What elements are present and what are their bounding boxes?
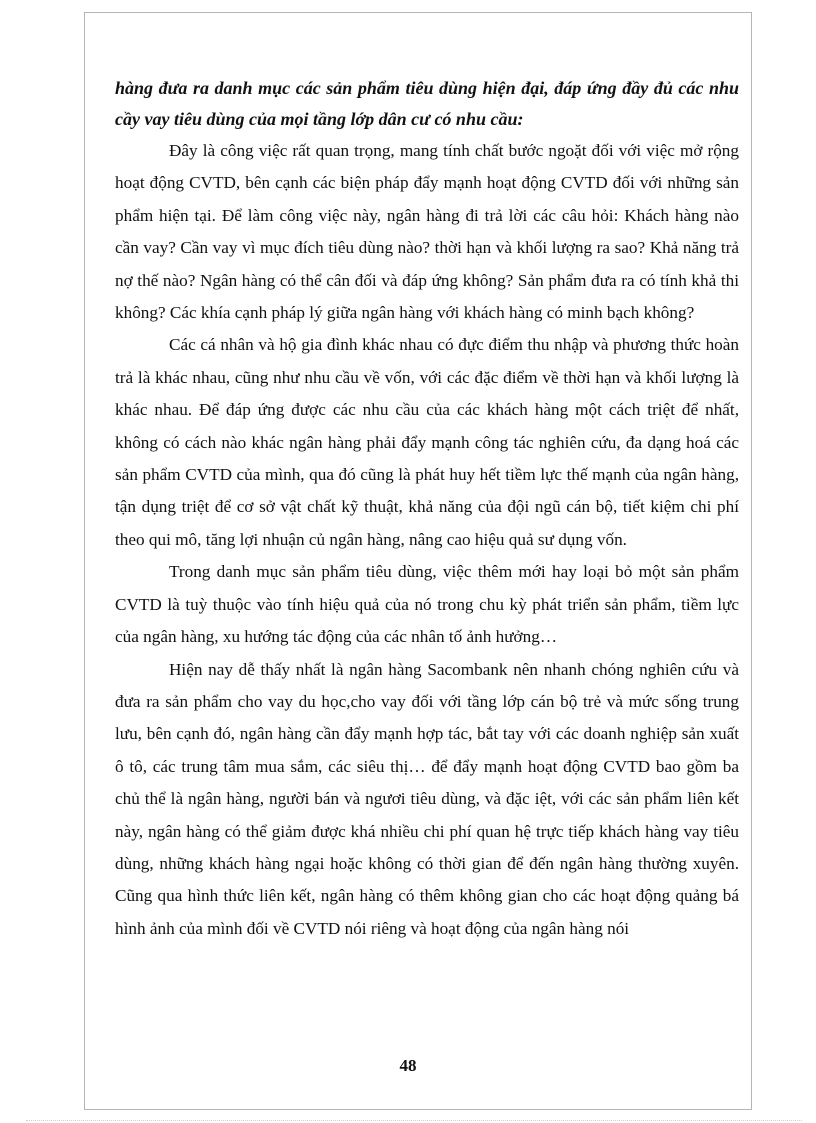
paragraph-4: Hiện nay dễ thấy nhất là ngân hàng Sacombank nên nhanh chóng nghiên cứu và đưa ra sản phẩm cho vay du học,cho vay đối với tầng lớp cán bộ trẻ và mức sống trung lưu, bên cạnh đó, ngân hàng cần đẩy mạnh hợp tác, bắt tay với các doanh nghiệp sản xuất ô tô, các trung tâm mua sắm, các siêu thị… để đẩy mạnh hoạt động CVTD bao gồm ba chủ thể là ngân hàng, người bán và ngươi tiêu dùng, và đặc iệt, với các sản phẩm liên kết này, ngân hàng có thể giảm được khá nhiều chi phí quan hệ trực tiếp khách hàng vay tiêu dùng, những khách hàng ngại hoặc không có thời gian để đến ngân hàng thường xuyên. Cũng qua hình thức liên kết, ngân hàng có thêm không gian cho các hoạt động quảng bá hình ảnh của mình đối về CVTD nói riêng và hoạt động của ngân hàng nói — [115, 659, 739, 938]
paragraph-3: Trong danh mục sản phẩm tiêu dùng, việc thêm mới hay loại bỏ một sản phẩm CVTD là tuỳ thuộc vào tính hiệu quả của nó trong chu kỳ phát triển sản phẩm, tiềm lực của ngân hàng, xu hướng tác động của các nhân tố ảnh hưởng… — [115, 562, 739, 647]
document-body — [115, 73, 739, 945]
paragraph-2: Các cá nhân và hộ gia đình khác nhau có đực điểm thu nhập và phương thức hoàn trả là khác nhau, cũng như nhu cầu về vốn, với các đặc điểm về thời hạn và khối lượng là khác nhau. Để đáp ứng được các nhu cầu của các khách hàng một cách triệt để nhất, không có cách nào khác ngân hàng phải đẩy mạnh công tác nghiên cứu, đa dạng hoá các sản phẩm CVTD của mình, qua đó cũng là phát huy hết tiềm lực thế mạnh của ngân hàng, tận dụng triệt để cơ sở vật chất kỹ thuật, khả năng của đội ngũ cán bộ, tiết kiệm chi phí theo qui mô, tăng lợi nhuận củ ngân hàng, nâng cao hiệu quả sư dụng vốn. — [115, 335, 739, 549]
paragraph-1: Đây là công việc rất quan trọng, mang tính chất bước ngoặt đối với việc mở rộng hoạt động CVTD, bên cạnh các biện pháp đẩy mạnh hoạt động CVTD đối với những sản phẩm hiện tại. Để làm công việc này, ngân hàng đi trả lời các câu hỏi: Khách hàng nào cần vay? Cần vay vì mục đích tiêu dùng nào? thời hạn và khối lượng ra sao? Khả năng trả nợ thế nào? Ngân hàng có thể cân đối và đáp ứng không? Sản phẩm đưa ra có tính khả thi không? Các khía cạnh pháp lý giữa ngân hàng với khách hàng có minh bạch không? — [115, 141, 739, 323]
page-number: 48 — [399, 1056, 417, 1075]
page-bottom-divider — [26, 1120, 802, 1121]
section-heading: hàng đưa ra danh mục các sản phẩm tiêu dùng hiện đại, đáp ứng đầy đủ các nhu cầy vay tiêu dùng của mọi tầng lớp dân cư có nhu cầu: — [115, 78, 739, 129]
